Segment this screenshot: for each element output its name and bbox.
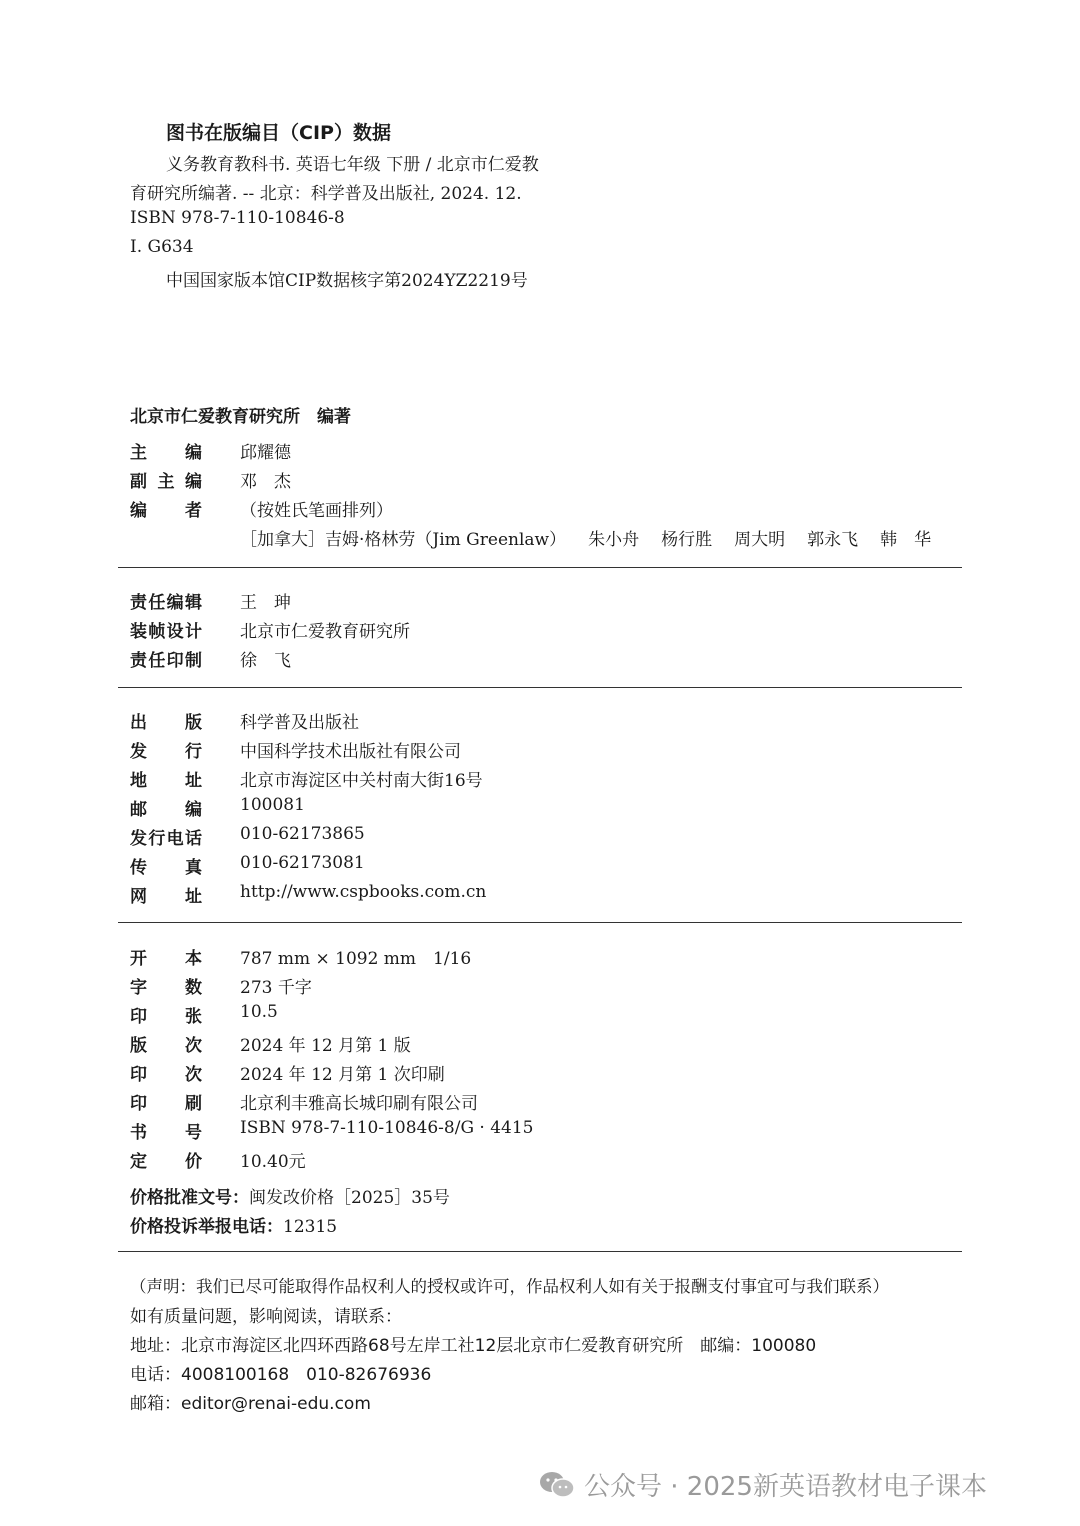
- publisher-label: 出 版: [130, 713, 202, 733]
- word-count-value: 273 千字: [240, 978, 312, 998]
- printed-sheets-label: 印 张: [130, 1007, 202, 1027]
- sales-phone-label: 发 行 电 话: [130, 829, 202, 849]
- impression-label: 印 次: [130, 1065, 202, 1085]
- responsible-editor-value: 王 珅: [240, 593, 291, 613]
- cip-title: 图书在版编目（CIP）数据: [166, 122, 391, 144]
- printer-value: 北京利丰雅高长城印刷有限公司: [240, 1094, 478, 1114]
- cip-line-1: 义务教育教科书. 英语七年级 下册 / 北京市仁爱教: [166, 155, 539, 175]
- chief-editor-label: 主 编: [130, 443, 202, 463]
- author-name: 郭永飞: [807, 530, 859, 550]
- price-value: 10.40元: [240, 1152, 306, 1172]
- format-label: 开 本: [130, 949, 202, 969]
- responsible-printing-label: 责 任 印 制: [130, 651, 202, 671]
- price-label: 定 价: [130, 1152, 202, 1172]
- address-value: 北京市海淀区中关村南大街16号: [240, 771, 483, 791]
- responsible-printing-value: 徐 飞: [240, 651, 291, 671]
- impression-value: 2024 年 12 月第 1 次印刷: [240, 1065, 445, 1085]
- book-number-label: 书 号: [130, 1123, 202, 1143]
- book-number-value: ISBN 978-7-110-10846-8/G · 4415: [240, 1118, 534, 1138]
- edition-label: 版 次: [130, 1036, 202, 1056]
- contact-phone: 电话：4008100168 010-82676936: [130, 1365, 432, 1385]
- cip-line-2: 育研究所编著. -- 北京：科学普及出版社, 2024. 12.: [130, 184, 522, 204]
- divider: [118, 567, 962, 568]
- contact-email[interactable]: 邮箱：editor@renai-edu.com: [130, 1394, 371, 1414]
- cip-classification: Ⅰ. G634: [130, 237, 194, 257]
- website-link[interactable]: http://www.cspbooks.com.cn: [240, 882, 487, 902]
- divider: [118, 687, 962, 688]
- publisher-value: 科学普及出版社: [240, 713, 359, 733]
- responsible-editor-label: 责 任 编 辑: [130, 593, 202, 613]
- binding-design-label: 装 帧 设 计: [130, 622, 202, 642]
- printer-label: 印 刷: [130, 1094, 202, 1114]
- distributor-label: 发 行: [130, 742, 202, 762]
- word-count-label: 字 数: [130, 978, 202, 998]
- watermark-text: 公众号 · 2025新英语教材电子课本: [584, 1472, 987, 1502]
- binding-design-value: 北京市仁爱教育研究所: [240, 622, 410, 642]
- postcode-label: 邮 编: [130, 800, 202, 820]
- cip-record-number: 中国国家版本馆CIP数据核字第2024YZ2219号: [166, 271, 528, 291]
- divider: [118, 1251, 962, 1252]
- fax-label: 传 真: [130, 858, 202, 878]
- price-complaint-phone: 价格投诉举报电话：12315: [130, 1217, 338, 1237]
- rights-statement: （声明：我们已尽可能取得作品权利人的授权或许可，作品权利人如有关于报酬支付事宜可与我们联系）: [130, 1277, 889, 1296]
- deputy-editor-label: 副 主 编: [130, 472, 202, 492]
- authors-label: 编 者: [130, 501, 202, 521]
- wechat-icon: [538, 1470, 576, 1500]
- deputy-editor-value: 邓 杰: [240, 472, 291, 492]
- author-name: 朱小舟: [588, 530, 640, 550]
- printed-sheets-value: 10.5: [240, 1002, 278, 1022]
- watermark: [538, 1466, 987, 1503]
- fax-value: 010-62173081: [240, 853, 365, 873]
- authors-note: （按姓氏笔画排列）: [240, 501, 393, 521]
- cip-isbn: ISBN 978-7-110-10846-8: [130, 208, 345, 228]
- format-value: 787 mm × 1092 mm 1/16: [240, 949, 472, 969]
- address-label: 地 址: [130, 771, 202, 791]
- chief-editor-value: 邱耀德: [240, 443, 291, 463]
- author-name: 杨行胜: [661, 530, 713, 550]
- author-name: ［加拿大］吉姆·格林劳（Jim Greenlaw）: [240, 530, 567, 550]
- distributor-value: 中国科学技术出版社有限公司: [240, 742, 461, 762]
- author-name: 周大明: [734, 530, 786, 550]
- author-name: 韩 华: [880, 530, 932, 550]
- price-approval: 价格批准文号：闽发改价格［2025］35号: [130, 1188, 450, 1208]
- contact-address: 地址：北京市海淀区北四环西路68号左岸工社12层北京市仁爱教育研究所 邮编：100080: [130, 1336, 817, 1356]
- sales-phone-value: 010-62173865: [240, 824, 365, 844]
- website-label: 网 址: [130, 887, 202, 907]
- quality-notice: 如有质量问题，影响阅读，请联系：: [130, 1307, 402, 1327]
- editing-institution: 北京市仁爱教育研究所 编著: [130, 407, 351, 427]
- edition-value: 2024 年 12 月第 1 版: [240, 1036, 411, 1056]
- divider: [118, 922, 962, 923]
- authors-list: [240, 525, 931, 550]
- postcode-value: 100081: [240, 795, 305, 815]
